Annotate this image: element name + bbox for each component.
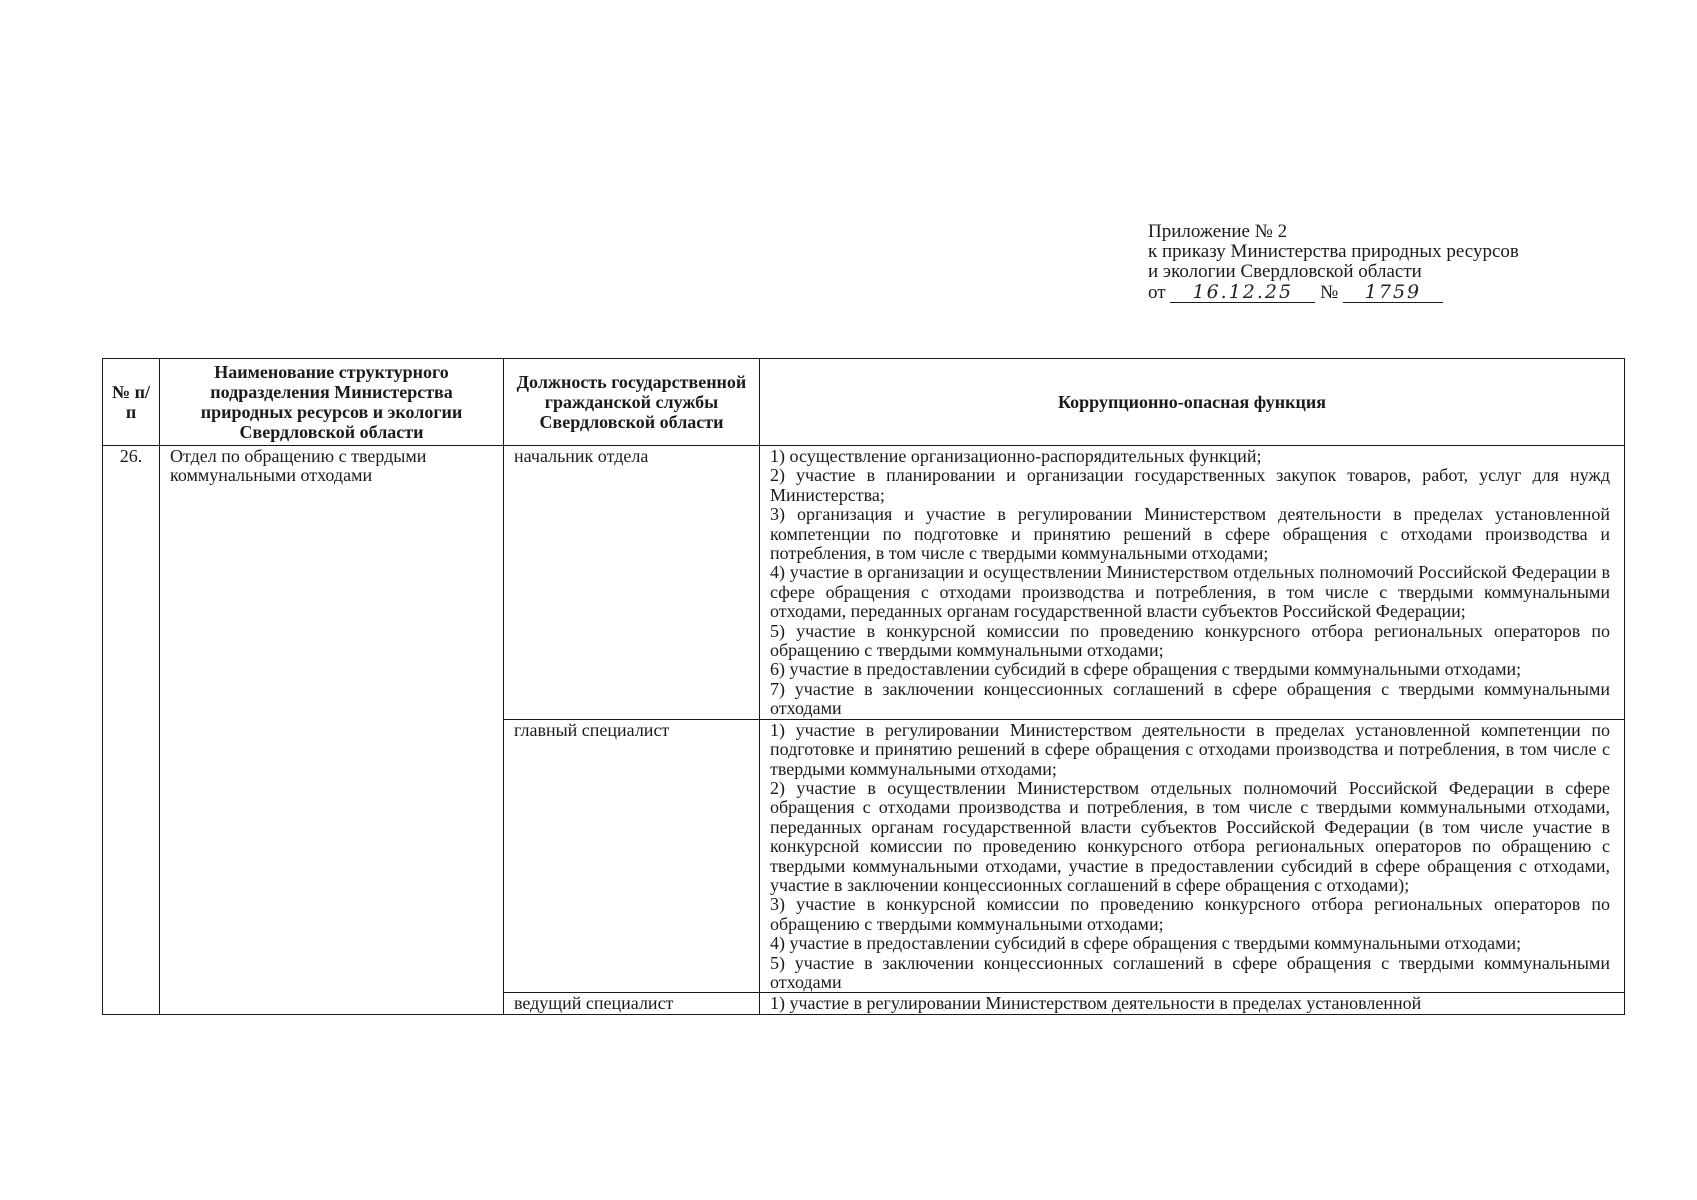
annex-title: Приложение № 2: [1148, 221, 1288, 242]
annex-header: [1148, 222, 1519, 303]
header-unit: Наименование структурного подразделения Министерства природных ресурсов и экологии Свердловской области: [160, 359, 504, 446]
header-function: Коррупционно-опасная функция: [760, 359, 1625, 446]
position-functions: [760, 719, 1625, 993]
function-item: 5) участие в заключении концессионных соглашений в сфере обращения с твердыми коммунальными отходами: [770, 952, 1610, 992]
position-functions: [760, 993, 1625, 1014]
annex-date-number: [1148, 282, 1519, 303]
position-title: ведущий специалист: [504, 993, 760, 1014]
position-functions: [760, 446, 1625, 720]
number-prefix: №: [1320, 282, 1339, 303]
function-item: 1) участие в регулировании Министерством деятельности в пределах установленной: [770, 993, 1422, 1014]
handwritten-number: 1759: [1343, 282, 1443, 303]
annex-order-ref: к приказу Министерства природных ресурсов: [1148, 241, 1519, 262]
row-number: 26.: [103, 446, 160, 1015]
row-unit: Отдел по обращению с твердыми коммунальными отходами: [160, 446, 504, 1015]
annex-ministry: и экологии Свердловской области: [1148, 261, 1422, 282]
function-item: 1) осуществление организационно-распорядительных функций;: [770, 446, 1262, 466]
function-item: 1) участие в регулировании Министерством деятельности в пределах установленной компетенции по подготовке и принятию решений в сфере обращения с отходами производства и потребления, в том числе с твердыми коммунальными отходами;: [770, 719, 1610, 779]
function-item: 3) участие в конкурсной комиссии по проведению конкурсного отбора региональных операторов по обращению с твердыми коммунальными отходами;: [770, 894, 1610, 934]
handwritten-date: 16.12.25: [1170, 282, 1315, 303]
position-title: начальник отдела: [504, 446, 760, 720]
function-item: 4) участие в организации и осуществлении Министерством отдельных полномочий Российской Федерации в сфере обращения с отходами производства и потребления, в том числе с твердыми коммунальными отходами, переданных органам государственной власти субъектов Российской Федерации;: [770, 562, 1610, 622]
position-title: главный специалист: [504, 719, 760, 993]
function-item: 5) участие в конкурсной комиссии по проведению конкурсного отбора региональных операторов по обращению с твердыми коммунальными отходами;: [770, 620, 1610, 661]
function-item: 2) участие в осуществлении Министерством отдельных полномочий Российской Федерации в сфере обращения с отходами производства и потребления, в том числе с твердыми коммунальными отходами, переданных органам государственной власти субъектов Российской Федерации (в том числе участие в конкурсной комиссии по проведению конкурсного отбора региональных операторов по обращению с твердыми коммунальными отходами, участие в предоставлении субсидий в сфере обращения с отходами, участие в заключении концессионных соглашений в сфере обращения с отходами);: [770, 777, 1610, 895]
header-num: № п/п: [103, 359, 160, 446]
date-prefix: от: [1148, 282, 1166, 303]
function-item: 7) участие в заключении концессионных соглашений в сфере обращения с твердыми коммунальными отходами: [770, 678, 1610, 719]
function-item: 6) участие в предоставлении субсидий в сфере обращения с твердыми коммунальными отходами;: [770, 659, 1522, 680]
function-item: 3) организация и участие в регулировании Министерством деятельности в пределах установленной компетенции по подготовке и принятию решений в сфере обращения с отходами производства и потребления, в том числе с твердыми коммунальными отходами;: [770, 504, 1610, 564]
table-row: [103, 446, 1625, 720]
table-header-row: [103, 359, 1625, 446]
corruption-functions-table: [102, 358, 1625, 1015]
header-position: Должность государственной гражданской службы Свердловской области: [504, 359, 760, 446]
function-item: 2) участие в планировании и организации государственных закупок товаров, работ, услуг для нужд Министерства;: [770, 465, 1610, 505]
function-item: 4) участие в предоставлении субсидий в сфере обращения с твердыми коммунальными отходами;: [770, 933, 1522, 954]
